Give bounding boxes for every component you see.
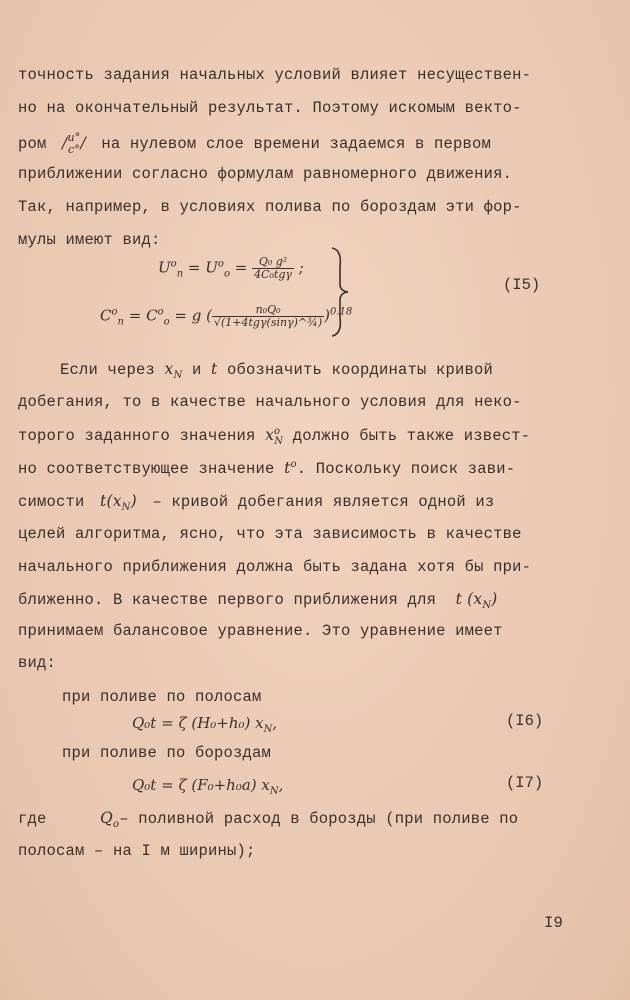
text-line-15: принимаем балансовое уравнение. Это уравнение имеет bbox=[18, 622, 503, 640]
equation-17-number: (I7) bbox=[506, 774, 544, 792]
furrow-irrigation-label: при поливе по бороздам bbox=[62, 744, 272, 762]
text-line-6: мулы имеют вид: bbox=[18, 231, 161, 249]
text-line-5: Так, например, в условиях полива по бороздам эти фор- bbox=[18, 198, 522, 216]
equation-16-number: (I6) bbox=[506, 712, 544, 730]
text-line-10: но соответствующее значение $t^o$. Поскольку поиск зави- bbox=[18, 459, 516, 479]
text-line-2: но на окончательный результат. Поэтому искомым векто- bbox=[18, 99, 522, 117]
text-line-3-start: ром bbox=[18, 135, 47, 153]
text-line-12: целей алгоритма, ясно, что эта зависимость в качестве bbox=[18, 525, 522, 543]
equation-17: Q₀t = ζ (F₀+h₀a) $x_N$, bbox=[132, 776, 284, 797]
where-line-2: полосам – на I м ширины); bbox=[18, 842, 256, 860]
text-line-7: Если через $x_N$ и t обозначить координаты кривой bbox=[60, 360, 493, 382]
strip-irrigation-label: при поливе по полосам bbox=[62, 688, 262, 706]
text-line-16: вид: bbox=[18, 654, 57, 672]
vector-notation: / u° c° / bbox=[62, 131, 86, 156]
equation-15-number: (I5) bbox=[503, 276, 541, 294]
text-line-14: ближенно. В качестве первого приближения для t $(x_N)$ bbox=[18, 590, 498, 612]
text-line-4: приближении согласно формулам равномерного движения. bbox=[18, 165, 513, 183]
text-line-13: начального приближения должна быть задана хотя бы при- bbox=[18, 558, 532, 576]
right-brace-icon bbox=[328, 246, 352, 338]
text-line-11: симости $t(x_N)$ – кривой добегания является одной из bbox=[18, 492, 495, 514]
text-line-3 bbox=[18, 132, 491, 156]
equation-15-line-2: $C^o_n = C^o_o = g$ ( $\frac{\text{n₀Q₀}}{\text{√(1+4tgγ(sinγ)\textasciicircum{}¾)}}$ )$^{0.18}$ bbox=[100, 303, 353, 329]
equation-15-line-1: $U^o_n = U^o_o$ = $\frac{\text{Q₀ g²}}{\text{4C₀tgγ}}$ ; bbox=[158, 255, 304, 281]
text-line-1: точность задания начальных условий влияет несуществен- bbox=[18, 66, 532, 84]
text-line-8: добегания, то в качестве начального условия для неко- bbox=[18, 393, 522, 411]
page-number: I9 bbox=[544, 914, 564, 932]
text-line-3-end: на нулевом слое времени задаемся в первом bbox=[101, 135, 491, 153]
equation-16: Q₀t = ζ (H₀+h₀) $x_N$, bbox=[132, 714, 278, 735]
text-line-9: торого заданного значения $x^o_N$ должно быть также извест- bbox=[18, 426, 531, 448]
where-line: где $Q_o-$ поливной расход в борозды (при поливе по bbox=[18, 809, 519, 831]
